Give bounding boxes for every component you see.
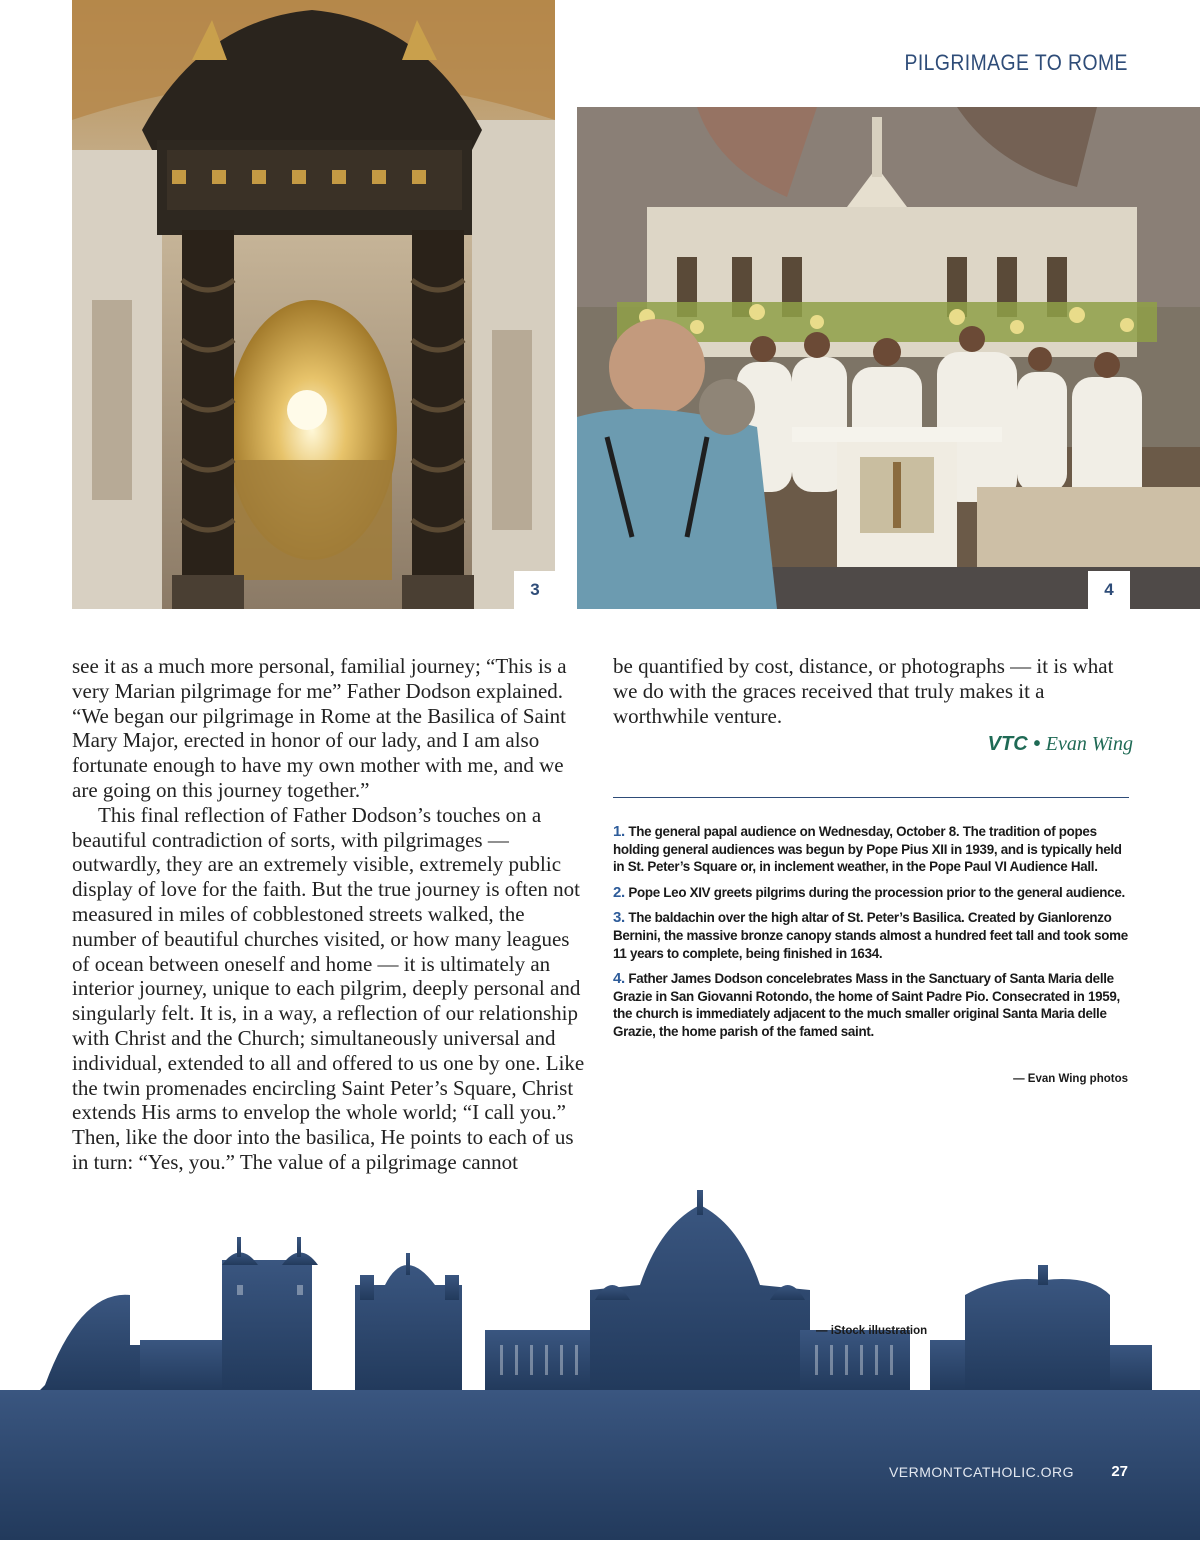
byline-separator: • bbox=[1027, 733, 1046, 756]
rome-skyline-illustration bbox=[0, 1185, 1200, 1540]
photo-credit: — Evan Wing photos bbox=[1013, 1073, 1128, 1085]
caption-1 bbox=[613, 823, 1129, 876]
caption-3 bbox=[613, 909, 1129, 962]
article-column-right bbox=[613, 654, 1133, 757]
photo-number-4: 4 bbox=[1088, 571, 1130, 609]
caption-4 bbox=[613, 970, 1129, 1040]
article-paragraph: see it as a much more personal, familial journey; “This is a very Marian pilgrimage for me” Father Dodson explained. “We began our pilgrimage in Rome at the Basilica of Saint Mary Major, erected in honor of our lady, and I am also fortunate enough to have my own mother with me, and we are going on this journey together.” bbox=[72, 654, 567, 802]
byline-author: Evan Wing bbox=[1045, 733, 1133, 756]
section-label: PILGRIMAGE TO ROME bbox=[904, 50, 1128, 75]
footer-website: VERMONTCATHOLIC.ORG bbox=[888, 1464, 1074, 1480]
article-column-left bbox=[72, 654, 590, 1175]
caption-text: Pope Leo XIV greets pilgrims during the procession prior to the general audience. bbox=[624, 884, 1125, 900]
page-number: 27 bbox=[1111, 1463, 1128, 1480]
caption-number: 2. bbox=[613, 883, 625, 901]
caption-2 bbox=[613, 884, 1129, 902]
caption-number: 4. bbox=[613, 970, 625, 988]
illustration-credit: — iStock illustration bbox=[816, 1325, 928, 1337]
caption-divider bbox=[613, 797, 1129, 798]
article-paragraph: be quantified by cost, distance, or photographs — it is what we do with the graces received that truly makes it a worthwhile venture. bbox=[613, 654, 1114, 728]
caption-text: The baldachin over the high altar of St. Peter’s Basilica. Created by Gianlorenzo Bernini, the massive bronze canopy stands almost a hundred feet tall and took some 11 years to complete, being finished in 1634. bbox=[613, 910, 1128, 961]
caption-number: 1. bbox=[613, 823, 625, 840]
photo-captions bbox=[613, 823, 1129, 1049]
caption-number: 3. bbox=[613, 909, 625, 927]
byline-org: VTC bbox=[987, 733, 1028, 756]
caption-text: The general papal audience on Wednesday, October 8. The tradition of popes holding general audiences was begun by Pope Pius XII in 1939, and is typically held in St. Peter’s Square or, in inclement weather, in the Pope Paul VI Audience Hall. bbox=[613, 824, 1122, 875]
byline bbox=[613, 732, 1133, 757]
caption-text: Father James Dodson concelebrates Mass in the Sanctuary of Santa Maria delle Grazie in San Giovanni Rotondo, the home of Saint Padre Pio. Consecrated in 1959, the church is immediately adjacent to the much smaller original Santa Maria delle Grazie, the home parish of the famed saint. bbox=[613, 971, 1120, 1039]
photo-baldachin bbox=[72, 0, 555, 609]
article-paragraph: This final reflection of Father Dodson’s touches on a beautiful contradiction of sorts, with pilgrimages — outwardly, they are an extremely visible, extremely public display of love for the faith. But the true journey is often not measured in miles of cobblestoned streets walked, the number of beautiful churches visited, or how many leagues of ocean between oneself and home — it is ultimately an interior journey, unique to each pilgrim, deeply personal and singularly felt. It is, in a way, a reflection of our relationship with Christ and the Church; simultaneously universal and individual, extended to all and offered to us one by one. Like the twin promenades encircling Saint Peter’s Square, Christ extends His arms to envelop the whole world; “I call you.” Then, like the door into the basilica, He points to each of us in turn: “Yes, you.” The value of a pilgrimage cannot bbox=[72, 802, 585, 1174]
photo-mass bbox=[577, 107, 1200, 609]
photo-number-3: 3 bbox=[514, 571, 556, 609]
